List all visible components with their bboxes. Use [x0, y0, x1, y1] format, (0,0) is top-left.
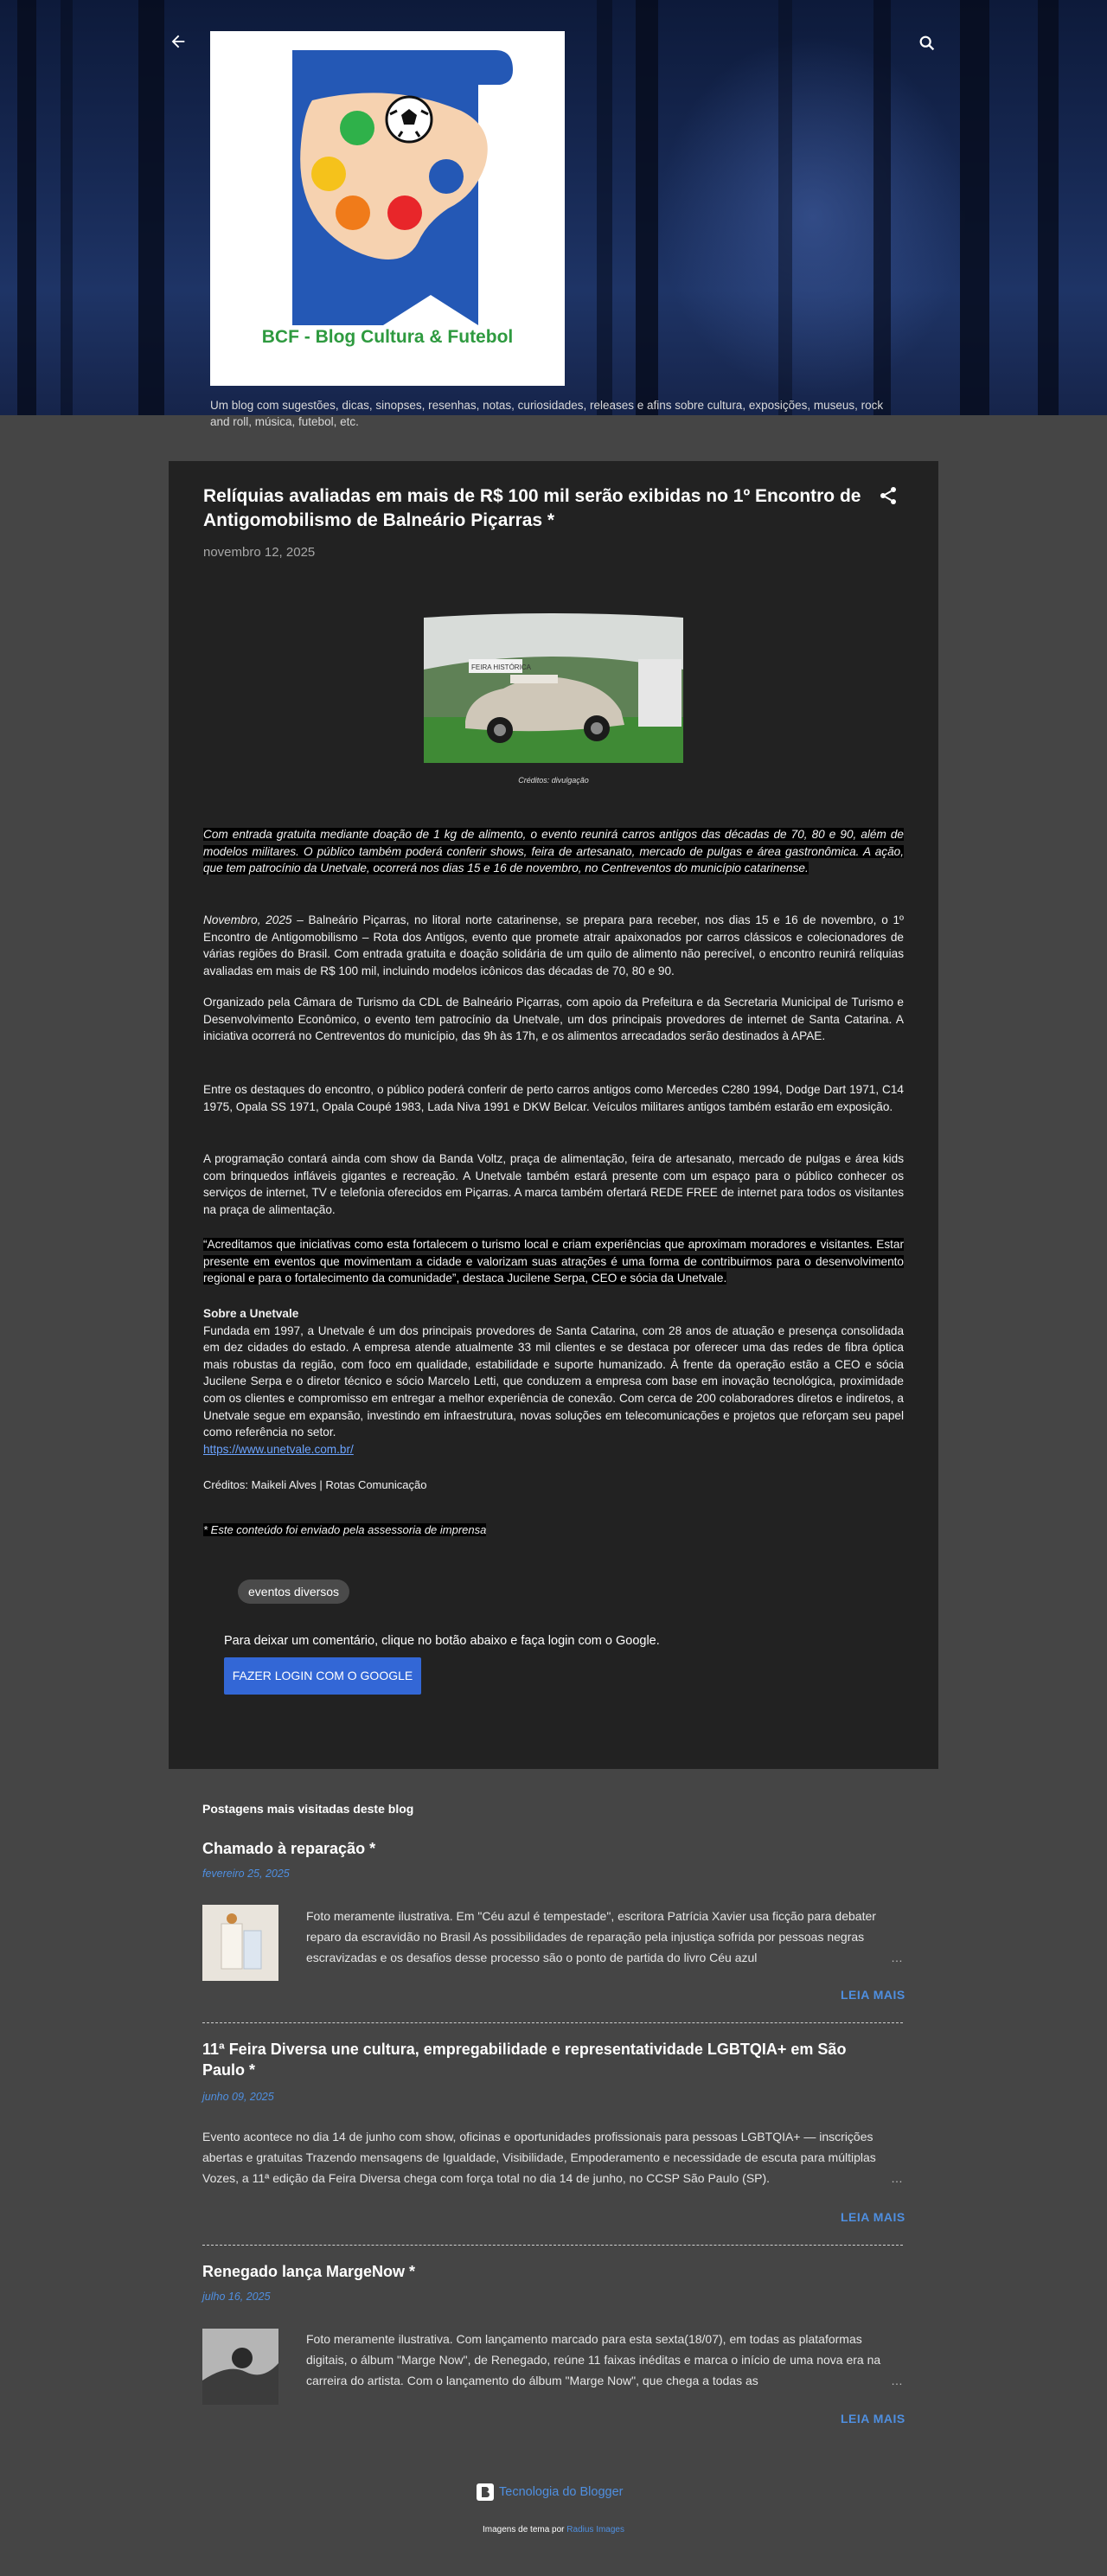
about-text: Fundada em 1997, a Unetvale é um dos principais provedores de Santa Catarina, com 28 anos de atuação e presença consolidada em dez cidades do estado. A empresa atende atualmente 33 mil clientes e se destaca por oferecer uma das redes de fibra óptica mais robustas da região, com foco em qualidade, estabilidade e suporte humanizado. À frente da operação estão a CEO e sócia Jucilene Serpa e o diretor técnico e sócio Marcelo Letti, que conduzem a empresa com base em inovação tecnológica, proximidade com os clientes e compromisso em entregar a melhor experiência de conexão. Com cerca de 200 colaboradores diretos e indiretos, a Unetvale segue em expansão, investindo em infraestrutura, novas soluções em telecomunicações e projetos que reforçam seu papel como referência no setor.	[203, 1323, 904, 1439]
post-paragraph-1	[203, 912, 904, 979]
post-date: novembro 12, 2025	[203, 545, 316, 560]
read-more-link[interactable]: LEIA MAIS	[841, 2412, 905, 2425]
logo-text: BCF - Blog Cultura & Futebol	[261, 327, 514, 347]
label-chip[interactable]: eventos diversos	[238, 1580, 349, 1604]
attribution-prefix: Imagens de tema por	[483, 2525, 567, 2534]
tree-silhouette	[17, 0, 36, 415]
post-lead	[203, 826, 904, 877]
read-more-link[interactable]: LEIA MAIS	[841, 1988, 905, 2002]
tree-silhouette	[138, 0, 164, 415]
tree-silhouette	[778, 0, 792, 415]
tree-silhouette	[636, 0, 658, 415]
post-photo[interactable]	[424, 618, 683, 763]
photo-caption: Créditos: divulgação	[518, 776, 589, 785]
header-banner	[0, 0, 1107, 428]
google-login-button[interactable]: FAZER LOGIN COM O GOOGLE	[224, 1657, 421, 1695]
tree-silhouette	[873, 0, 891, 415]
search-icon	[918, 34, 937, 53]
blogger-icon	[477, 2483, 494, 2501]
snippet-ellipsis: …	[825, 2370, 903, 2391]
blogger-link-text: Tecnologia do Blogger	[499, 2485, 624, 2499]
popular-post-title[interactable]: Renegado lança MargeNow *	[202, 2263, 416, 2280]
snippet-text: Foto meramente ilustrativa. Com lançamento marcado para esta sexta(18/07), em todas as plataformas digitais, o álbum "Marge Now", de Renegado, reúne 11 faixas inéditas e marca o início de uma nova era na carreira do artista. Com o lançamento do álbum "Marge Now", que chega a todas as	[306, 2332, 881, 2387]
blog-logo[interactable]	[210, 31, 565, 386]
post-paragraph-3: Entre os destaques do encontro, o público poderá conferir de perto carros antigos como Mercedes C280 1994, Dodge Dart 1971, C14 1975, Opala SS 1971, Opala Coupé 1983, Lada Niva 1991 e DKW Belcar. Veículos militares antigos também estarão em exposição.	[203, 1083, 904, 1113]
popular-post-thumbnail[interactable]	[202, 1905, 278, 1981]
blog-tagline: Um blog com sugestões, dicas, sinopses, resenhas, notas, curiosidades, releases e afins sobre cultura, exposições, museus, rock and roll, música, futebol, etc.	[210, 399, 884, 428]
popular-post-snippet	[202, 2126, 903, 2188]
bottles-image	[202, 1905, 278, 1981]
tree-silhouette	[61, 0, 73, 415]
tree-silhouette	[960, 0, 989, 415]
comment-instructions: Para deixar um comentário, clique no botão abaixo e faça login com o Google.	[224, 1634, 660, 1648]
post-lead-text: Com entrada gratuita mediante doação de 1 kg de alimento, o evento reunirá carros antigos das décadas de 70, 80 e 90, além de modelos militares. O público também poderá conferir shows, feira de artesanato, mercado de pulgas e área gastronômica. A ação, que tem patrocínio da Unetvale, ocorrerá nos dias 15 e 16 de novembro, no Centreventos do município catarinense.	[203, 828, 904, 875]
post-note	[203, 1522, 904, 1539]
artist-photo-image	[202, 2329, 278, 2405]
popular-posts-heading: Postagens mais visitadas deste blog	[202, 1802, 414, 1816]
read-more-link[interactable]: LEIA MAIS	[841, 2210, 905, 2224]
photo-sign-text: FEIRA HISTÓRICA	[471, 663, 531, 671]
arrow-left-icon	[169, 32, 188, 51]
post-credits: Créditos: Maikeli Alves | Rotas Comunicação	[203, 1478, 427, 1491]
post-quote	[203, 1236, 904, 1287]
search-button[interactable]	[912, 28, 943, 59]
popular-post-date[interactable]: fevereiro 25, 2025	[202, 1868, 290, 1880]
snippet-ellipsis: …	[825, 1947, 903, 1968]
post-paragraph-2: Organizado pela Câmara de Turismo da CDL de Balneário Piçarras, com apoio da Prefeitura e da Secretaria Municipal de Turismo e Desenvolvimento Econômico, o evento tem patrocínio da Unetvale, um dos principais provedores de internet de Santa Catarina. A iniciativa ocorrerá no Centreventos do município, das 9h às 17h, e os alimentos arrecadados serão destinados à APAE.	[203, 996, 904, 1043]
popular-post-snippet	[306, 1906, 903, 1968]
about-section	[203, 1305, 904, 1458]
paragraph-dateline: Novembro, 2025	[203, 913, 292, 926]
post-separator	[202, 2245, 903, 2246]
about-heading: Sobre a Unetvale	[203, 1307, 299, 1320]
vintage-car-photo	[424, 618, 683, 763]
popular-post-date[interactable]: junho 09, 2025	[202, 2091, 274, 2103]
radius-images-link[interactable]: Radius Images	[566, 2525, 624, 2534]
post-title: Relíquias avaliadas em mais de R$ 100 mil serão exibidas no 1º Encontro de Antigomobilismo de Balneário Piçarras *	[203, 486, 861, 530]
snippet-text: Evento acontece no dia 14 de junho com show, oficinas e oportunidades profissionais para pessoas LGBTQIA+ — inscrições abertas e gratuitas Trazendo mensagens de Igualdade, Visibilidade, Empoderamento e necessidade de escuta para múltiplas Vozes, a 11ª edição da Feira Diversa chega com força total no dia 14 de junho, no CCSP São Paulo (SP).	[202, 2130, 876, 2185]
post-card	[169, 461, 938, 1769]
share-icon	[878, 485, 899, 506]
snippet-ellipsis: …	[825, 2168, 903, 2188]
post-note-text: * Este conteúdo foi enviado pela assessoria de imprensa	[203, 1523, 487, 1536]
blogger-link[interactable]	[477, 2483, 624, 2501]
popular-post-title[interactable]: 11ª Feira Diversa une cultura, empregabilidade e representatividade LGBTQIA+ em São Paulo *	[202, 2041, 847, 2079]
post-paragraph-4: A programação contará ainda com show da Banda Voltz, praça de alimentação, feira de artesanato, mercado de pulgas e área kids com brinquedos infláveis gigantes e recreação. A Unetvale também estará presente com um espaço para o público conhecer os serviços de internet, TV e telefonia oferecidos em Piçarras. A marca também ofertará REDE FREE de internet para todos os visitantes na praça de alimentação.	[203, 1152, 904, 1216]
tree-silhouette	[1038, 0, 1059, 415]
popular-post-snippet	[306, 2329, 903, 2391]
popular-post-title[interactable]: Chamado à reparação *	[202, 1840, 376, 1857]
post-quote-text: “Acreditamos que iniciativas como esta fortalecem o turismo local e criam experiências que aproximam moradores e visitantes. Estar presente em eventos que movimentam a cidade e valorizam suas atrações é uma forma de contribuirmos para o desenvolvimento regional e para o fortalecimento da comunidade”, destaca Jucilene Serpa, CEO e sócia da Unetvale.	[203, 1238, 904, 1285]
popular-post-thumbnail[interactable]	[202, 2329, 278, 2405]
unetvale-link[interactable]: https://www.unetvale.com.br/	[203, 1442, 354, 1456]
theme-attribution	[0, 2525, 1107, 2534]
banner-glow	[657, 35, 969, 398]
paragraph-text: – Balneário Piçarras, no litoral norte catarinense, se prepara para receber, nos dias 15 e 16 de novembro, o 1º Encontro de Antigomobilismo – Rota dos Antigos, evento que promete atrair apaixonados por carros clássicos e colecionadores de várias regiões do Brasil. Com entrada gratuita e doação solidária de um quilo de alimento não perecível, o encontro reunirá relíquias avaliadas em mais de R$ 100 mil, incluindo modelos icônicos das décadas de 70, 80 e 90.	[203, 913, 905, 977]
tree-silhouette	[597, 0, 612, 415]
post-separator	[202, 2022, 903, 2023]
share-button[interactable]	[878, 485, 902, 509]
back-button[interactable]	[163, 26, 194, 57]
popular-post-date[interactable]: julho 16, 2025	[202, 2291, 271, 2303]
snippet-text: Foto meramente ilustrativa. Em "Céu azul é tempestade", escritora Patrícia Xavier usa ficção para debater reparo da escravidão no Brasil As possibilidades de reparação pela injustiça sofrida por pessoas negras escravizadas e os desafios desse processo são o ponto de partida do livro Céu azul	[306, 1909, 876, 1964]
